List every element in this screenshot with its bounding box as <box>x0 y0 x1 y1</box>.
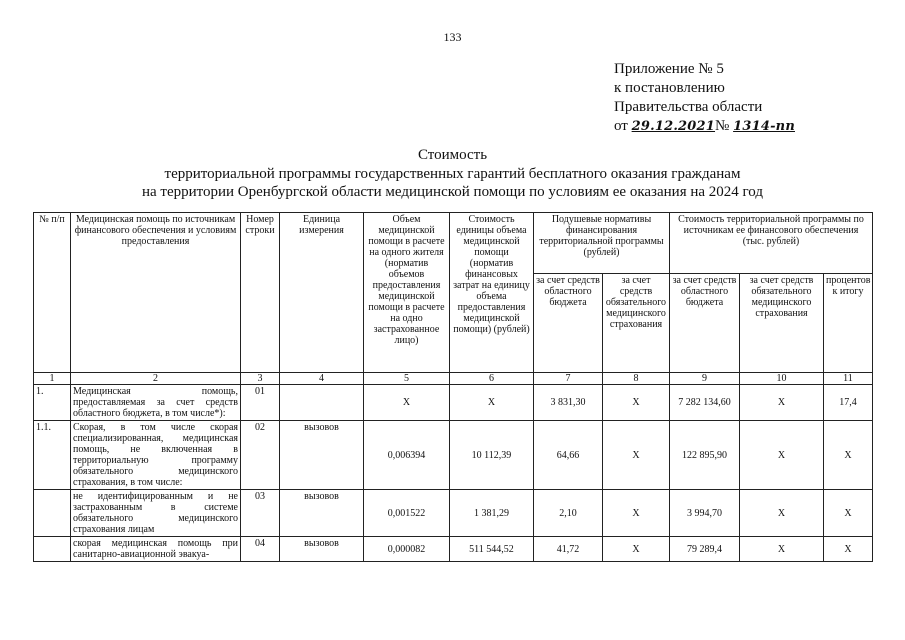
row-total-budget: 122 895,90 <box>670 421 740 490</box>
header-volume: Объем медицинской помощи в расчете на одного жителя (норматив объемов предоставления медицинской помощи в расчете на одно застрахованное лицо) <box>364 213 450 373</box>
row-per-capita-budget: 3 831,30 <box>534 385 603 421</box>
row-cost: 1 381,29 <box>450 490 534 537</box>
row-desc: Скорая, в том числе скорая специализированная, медицинская помощь, не включенная в территориальную программу обязательного медицинского страхования, в том числе: <box>71 421 241 490</box>
header-type: Медицинская помощь по источникам финансового обеспечения и условиям предоставления <box>71 213 241 373</box>
doc-title: Стоимость <box>417 147 488 163</box>
header-per-capita-oms: за счет средств обязательного медицинского страхования <box>603 274 670 373</box>
row-no <box>34 490 71 537</box>
column-number: 3 <box>241 373 280 385</box>
row-unit: вызовов <box>280 537 364 562</box>
row-volume: 0,001522 <box>364 490 450 537</box>
column-number: 6 <box>450 373 534 385</box>
header-cost: Стоимость единицы объема медицинской помощи (норматив финансовых затрат на единицу объема предоставления медицинской помощи) (рублей) <box>450 213 534 373</box>
row-per-capita-oms: X <box>603 537 670 562</box>
header-total-cost: Стоимость территориальной программы по источникам ее финансового обеспечения (тыс. рублей) <box>670 213 873 274</box>
header-unit: Единица измерения <box>280 213 364 373</box>
row-cost: 10 112,39 <box>450 421 534 490</box>
doc-subtitle-line-2: на территории Оренбургской области медицинской помощи по условиям ее оказания на 2024 год <box>141 184 764 200</box>
row-no: 1.1. <box>34 421 71 490</box>
header-no: № п/п <box>34 213 71 373</box>
row-line: 03 <box>241 490 280 537</box>
row-unit <box>280 385 364 421</box>
row-total-oms: X <box>740 490 824 537</box>
column-number: 5 <box>364 373 450 385</box>
appendix-line-2: к постановлению <box>614 80 725 96</box>
column-number: 2 <box>71 373 241 385</box>
row-line: 04 <box>241 537 280 562</box>
column-number: 9 <box>670 373 740 385</box>
appendix-number: 1314-пп <box>733 119 795 134</box>
row-desc: не идентифицированным и не застрахованным в системе обязательного медицинского страхования лицам <box>71 490 241 537</box>
row-volume: 0,006394 <box>364 421 450 490</box>
row-volume: 0,000082 <box>364 537 450 562</box>
row-total-pct: X <box>824 421 873 490</box>
row-total-pct: X <box>824 537 873 562</box>
appendix-line-4 <box>614 117 795 136</box>
appendix-date: 29.12.2021 <box>631 119 716 134</box>
row-total-pct: 17,4 <box>824 385 873 421</box>
cost-table <box>33 212 873 562</box>
row-cost: 511 544,52 <box>450 537 534 562</box>
header-per-capita: Подушевые нормативы финансирования территориальной программы (рублей) <box>534 213 670 274</box>
row-volume: X <box>364 385 450 421</box>
table-row <box>34 490 873 537</box>
appendix-number-prefix: № <box>715 118 730 134</box>
row-total-oms: X <box>740 421 824 490</box>
column-number: 11 <box>824 373 873 385</box>
row-total-oms: X <box>740 385 824 421</box>
row-per-capita-budget: 64,66 <box>534 421 603 490</box>
header-total-budget: за счет средств областного бюджета <box>670 274 740 373</box>
row-no <box>34 537 71 562</box>
header-row-1 <box>34 213 873 274</box>
appendix-date-prefix: от <box>614 118 628 134</box>
table-row <box>34 385 873 421</box>
row-per-capita-budget: 41,72 <box>534 537 603 562</box>
appendix-line-1: Приложение № 5 <box>614 61 724 77</box>
appendix-block <box>614 60 795 136</box>
column-number: 4 <box>280 373 364 385</box>
header-total-pct: процентов к итогу <box>824 274 873 373</box>
row-per-capita-oms: X <box>603 421 670 490</box>
header-per-capita-budget: за счет средств областного бюджета <box>534 274 603 373</box>
row-total-oms: X <box>740 537 824 562</box>
column-number: 8 <box>603 373 670 385</box>
doc-subtitle-line-1: территориальной программы государственных гарантий бесплатного оказания гражданам <box>164 166 741 182</box>
column-numbers-row <box>34 373 873 385</box>
column-number: 10 <box>740 373 824 385</box>
row-desc: Медицинская помощь, предоставляемая за счет средств областного бюджета, в том числе*): <box>71 385 241 421</box>
column-number: 7 <box>534 373 603 385</box>
row-no: 1. <box>34 385 71 421</box>
row-line: 02 <box>241 421 280 490</box>
row-unit: вызовов <box>280 490 364 537</box>
row-total-budget: 3 994,70 <box>670 490 740 537</box>
row-cost: X <box>450 385 534 421</box>
appendix-line-3: Правительства области <box>614 99 763 115</box>
header-total-oms: за счет средств обязательного медицинского страхования <box>740 274 824 373</box>
header-line-no: Номер строки <box>241 213 280 373</box>
row-total-budget: 79 289,4 <box>670 537 740 562</box>
row-total-pct: X <box>824 490 873 537</box>
row-desc: скорая медицинская помощь при санитарно-авиационной эвакуа- <box>71 537 241 562</box>
row-per-capita-budget: 2,10 <box>534 490 603 537</box>
table-row <box>34 537 873 562</box>
page-number: 133 <box>443 30 462 44</box>
row-per-capita-oms: X <box>603 385 670 421</box>
row-per-capita-oms: X <box>603 490 670 537</box>
table-row <box>34 421 873 490</box>
row-unit: вызовов <box>280 421 364 490</box>
row-total-budget: 7 282 134,60 <box>670 385 740 421</box>
column-number: 1 <box>34 373 71 385</box>
row-line: 01 <box>241 385 280 421</box>
